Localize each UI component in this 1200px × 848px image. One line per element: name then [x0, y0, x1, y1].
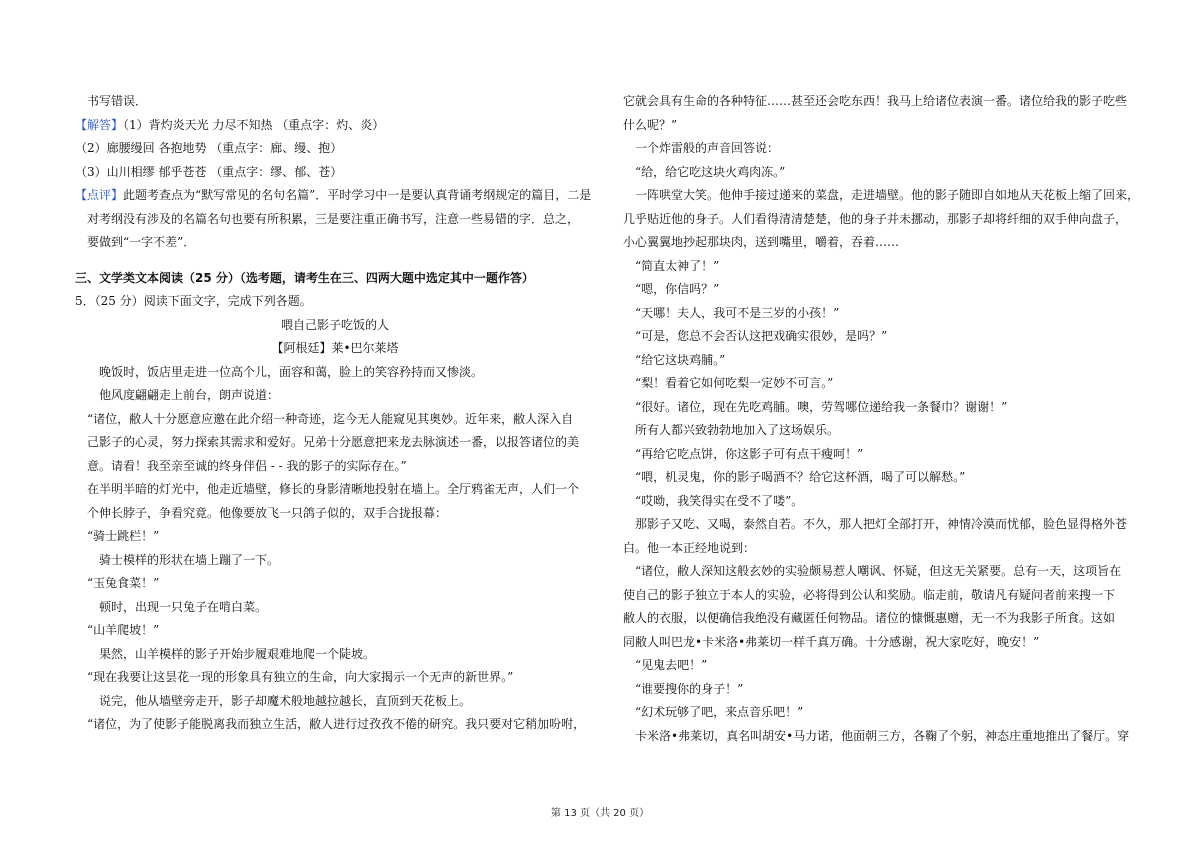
para-line: 卡米洛•弗莱切，真名叫胡安•马力诺，他面朝三方，各鞠了个躬，神态庄重地推出了餐厅。穿: [635, 728, 1130, 743]
para-line: 一阵哄堂大笑。他伸手接过递来的菜盘，走进墙壁。他的影子随即自如地从天花板上缩了回来，: [635, 188, 1140, 202]
para-line: “诸位，为了使影子能脱离我而独立生活，敝人进行过孜孜不倦的研究。我只要对它稍加吩咐，: [87, 717, 586, 731]
comment-text: 此题考查点为“默写常见的名句名篇”．平时学习中一是要认真背诵考纲规定的篇目，二是: [123, 188, 592, 202]
para-line: 同敝人叫巴龙•卡米洛•弗莱切一样千真万确。十分感谢，祝大家吃好，晚安！”: [623, 634, 1040, 649]
para-line: “骑士跳栏！”: [87, 529, 160, 543]
para-line: “哎呦，我笑得实在受不了喽”。: [635, 493, 804, 508]
para-line: 使自己的影子独立于本人的实验，必将得到公认和奖励。临走前，敬请凡有疑问者前来搜一下: [623, 587, 1116, 602]
right-column: [623, 90, 1143, 748]
para-line: “喂，机灵鬼，你的影子喝酒不？给它这杯酒，喝了可以解愁。”: [635, 470, 966, 484]
para-line: “现在我要让这昙花一现的形象具有独立的生命，向大家揭示一个无声的新世界。”: [87, 670, 514, 684]
para-line: “诸位，敝人十分愿意应邀在此介绍一种奇迹，迄今无人能窥见其奥妙。近年来，敝人深入自: [87, 411, 574, 426]
para-line: 他风度翩翩走上前台，朗声说道：: [99, 388, 280, 402]
para-line: 果然，山羊模样的影子开始步履艰难地爬一个陡坡。: [99, 646, 376, 661]
para-line: 说完，他从墙壁旁走开，影子却魔术般地越拉越长，直顶到天花板上。: [99, 693, 472, 708]
para-line: 骑士模样的形状在墙上蹦了一下。: [99, 552, 280, 567]
para-line: 在半明半暗的灯光中，他走近墙壁，修长的身影清晰地投射在墙上。全厅鸦雀无声，人们一个: [87, 482, 580, 496]
text-line: （3）山川相缪 郁乎苍苍 （重点字：缪、郁、苍）: [75, 164, 343, 179]
comment-line: [75, 184, 595, 208]
para-line: 敝人的衣服，以便确信我绝没有藏匿任何物品。诸位的慷慨惠赠，无一不为我影子所食。这如: [623, 611, 1116, 625]
answer-text: （1）背灼炎天光 力尽不知热 （重点字：灼、炎）: [123, 117, 385, 132]
para-line: “诸位，敝人深知这般玄妙的实验颇易惹人嘲讽、怀疑，但这无关紧要。总有一天，这项旨在: [635, 564, 1122, 578]
para-line: 一个炸雷般的声音回答说：: [635, 141, 780, 155]
para-line: 意。请看！我至亲至诚的终身伴侣 - - 我的影子的实际存在。”: [87, 458, 407, 473]
answer-tag: 【解答】: [75, 117, 124, 132]
para-line: “梨！看着它如何吃梨一定妙不可言。”: [635, 376, 834, 390]
para-line: “嗯，你信吗？”: [635, 282, 720, 296]
para-line: 所有人都兴致勃勃地加入了这场娱乐。: [635, 423, 840, 437]
text-line: 书写错误．: [87, 94, 148, 108]
para-line: “山羊爬坡！”: [87, 623, 160, 637]
answer-line: [75, 114, 595, 138]
para-line: “很好。诸位，现在先吃鸡脯。噢，劳驾哪位递给我一条餐巾？谢谢！”: [635, 399, 1008, 414]
para-line: “再给它吃点饼，你这影子可有点干瘦呵！”: [635, 446, 864, 461]
text-line: 要做到“一字不差”．: [87, 235, 196, 249]
comment-tag: 【点评】: [75, 188, 124, 202]
para-line: 什么呢？”: [623, 117, 678, 132]
para-line: “谁要搜你的身子！”: [635, 681, 744, 696]
para-line: 个伸长脖子，争看究竟。他像要放飞一只鸽子似的，双手合拢报幕：: [87, 505, 448, 520]
story-author: 【阿根廷】莱•巴尔莱塔: [271, 341, 399, 355]
para-line: “玉兔食菜！”: [87, 576, 160, 590]
para-line: “天哪！夫人，我可不是三岁的小孩！”: [635, 305, 840, 320]
para-line: “简直太神了！”: [635, 258, 720, 273]
para-line: 它就会具有生命的各种特征……甚至还会吃东西！我马上给诸位表演一番。诸位给我的影子吃些: [623, 94, 1128, 108]
para-line: 几乎贴近他的身子。人们看得清清楚楚，他的身子并未挪动，那影子却将纤细的双手伸向盘子，: [623, 211, 1128, 226]
story-title: 喂自己影子吃饭的人: [280, 317, 389, 332]
para-line: 晚饭时，饭店里走进一位高个儿，面容和蔼，脸上的笑容矜持而又惨淡。: [99, 364, 484, 379]
para-line: “幻术玩够了吧，来点音乐吧！”: [635, 705, 804, 719]
para-line: 白。他一本正经地说到：: [623, 540, 756, 555]
para-line: “给，给它吃这块火鸡肉冻。”: [635, 164, 786, 179]
question-line: 5．（25 分）阅读下面文字，完成下列各题。: [75, 294, 312, 308]
para-line: 小心翼翼地抄起那块肉，送到嘴里，嚼着，吞着……: [623, 235, 900, 249]
left-column: [75, 90, 595, 737]
page-footer: 第 13 页（共 20 页）: [550, 808, 650, 819]
text-line: 对考纲没有涉及的名篇名句也要有所积累，三是要注重正确书写，注意一些易错的字．总之，: [87, 211, 580, 226]
para-line: 顿时，出现一只兔子在啃白菜。: [99, 599, 268, 614]
para-line: 那影子又吃、又喝，泰然自若。不久，那人把灯全部打开，神情冷漠而忧郁，脸色显得格外苍: [635, 517, 1128, 531]
para-line: “给它这块鸡脯。”: [635, 352, 726, 367]
section-heading: 三、文学类文本阅读（25 分）（选考题，请考生在三、四两大题中选定其中一题作答）: [75, 270, 534, 285]
para-line: “可是，您总不会否认这把戏确实很妙，是吗？”: [635, 329, 888, 343]
para-line: 己影子的心灵，努力探索其需求和爱好。兄弟十分愿意把来龙去脉演述一番，以报答诸位的美: [87, 435, 580, 449]
text-line: （2）廊腰缦回 各抱地势 （重点字：廊、缦、抱）: [75, 141, 343, 155]
para-line: “见鬼去吧！”: [635, 658, 708, 672]
